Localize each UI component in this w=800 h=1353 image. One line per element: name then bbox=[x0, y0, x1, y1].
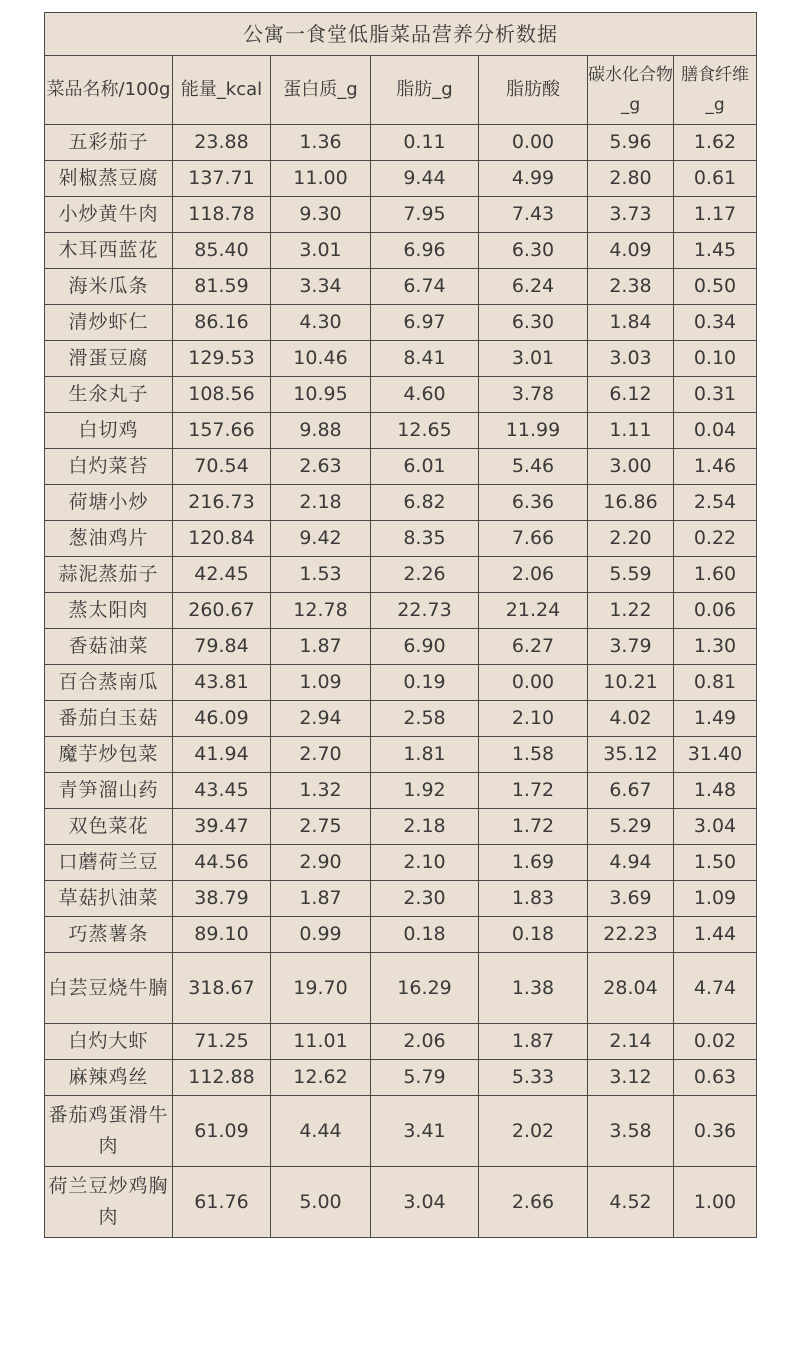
fiber-cell: 1.45 bbox=[674, 233, 757, 269]
energy-cell: 85.40 bbox=[173, 233, 271, 269]
table-row bbox=[45, 377, 757, 413]
energy-cell: 81.59 bbox=[173, 269, 271, 305]
energy-cell: 41.94 bbox=[173, 737, 271, 773]
dish-name-cell: 草菇扒油菜 bbox=[45, 881, 173, 917]
fat-cell: 22.73 bbox=[371, 593, 479, 629]
table-row bbox=[45, 1024, 757, 1060]
fatty-acid-cell: 2.02 bbox=[479, 1096, 588, 1167]
table-row bbox=[45, 521, 757, 557]
fat-cell: 6.97 bbox=[371, 305, 479, 341]
protein-cell: 4.44 bbox=[271, 1096, 371, 1167]
fatty-acid-cell: 5.33 bbox=[479, 1060, 588, 1096]
carbohydrate-cell: 10.21 bbox=[588, 665, 674, 701]
protein-cell: 2.70 bbox=[271, 737, 371, 773]
energy-cell: 39.47 bbox=[173, 809, 271, 845]
table-row bbox=[45, 557, 757, 593]
fatty-acid-cell: 7.66 bbox=[479, 521, 588, 557]
table-row bbox=[45, 809, 757, 845]
column-header-fat: 脂肪_g bbox=[371, 56, 479, 125]
table-row bbox=[45, 917, 757, 953]
dish-name-cell: 小炒黄牛肉 bbox=[45, 197, 173, 233]
fat-cell: 6.01 bbox=[371, 449, 479, 485]
carbohydrate-cell: 16.86 bbox=[588, 485, 674, 521]
dish-name-cell: 白灼菜苔 bbox=[45, 449, 173, 485]
energy-cell: 216.73 bbox=[173, 485, 271, 521]
energy-cell: 61.09 bbox=[173, 1096, 271, 1167]
fatty-acid-cell: 6.30 bbox=[479, 305, 588, 341]
carbohydrate-cell: 1.11 bbox=[588, 413, 674, 449]
nutrition-table bbox=[44, 12, 757, 1238]
carbohydrate-cell: 3.12 bbox=[588, 1060, 674, 1096]
table-row bbox=[45, 413, 757, 449]
table-row bbox=[45, 233, 757, 269]
column-header-fatty-acid: 脂肪酸 bbox=[479, 56, 588, 125]
energy-cell: 118.78 bbox=[173, 197, 271, 233]
table-row bbox=[45, 341, 757, 377]
fiber-cell: 0.04 bbox=[674, 413, 757, 449]
carbohydrate-cell: 4.52 bbox=[588, 1167, 674, 1238]
fatty-acid-cell: 11.99 bbox=[479, 413, 588, 449]
fiber-cell: 3.04 bbox=[674, 809, 757, 845]
table-row bbox=[45, 629, 757, 665]
fat-cell: 6.96 bbox=[371, 233, 479, 269]
dish-name-cell: 口蘑荷兰豆 bbox=[45, 845, 173, 881]
protein-cell: 4.30 bbox=[271, 305, 371, 341]
carbohydrate-cell: 28.04 bbox=[588, 953, 674, 1024]
fiber-cell: 0.10 bbox=[674, 341, 757, 377]
energy-cell: 46.09 bbox=[173, 701, 271, 737]
fat-cell: 4.60 bbox=[371, 377, 479, 413]
protein-cell: 2.94 bbox=[271, 701, 371, 737]
energy-cell: 129.53 bbox=[173, 341, 271, 377]
fiber-cell: 1.46 bbox=[674, 449, 757, 485]
dish-name-cell: 蒜泥蒸茄子 bbox=[45, 557, 173, 593]
carbohydrate-cell: 35.12 bbox=[588, 737, 674, 773]
dish-name-cell: 荷兰豆炒鸡胸肉 bbox=[45, 1167, 173, 1238]
fat-cell: 0.18 bbox=[371, 917, 479, 953]
fat-cell: 7.95 bbox=[371, 197, 479, 233]
protein-cell: 12.62 bbox=[271, 1060, 371, 1096]
carbohydrate-cell: 5.29 bbox=[588, 809, 674, 845]
fatty-acid-cell: 1.69 bbox=[479, 845, 588, 881]
dish-name-cell: 香菇油菜 bbox=[45, 629, 173, 665]
fat-cell: 9.44 bbox=[371, 161, 479, 197]
dish-name-cell: 白灼大虾 bbox=[45, 1024, 173, 1060]
protein-cell: 1.87 bbox=[271, 629, 371, 665]
protein-cell: 5.00 bbox=[271, 1167, 371, 1238]
carbohydrate-cell: 22.23 bbox=[588, 917, 674, 953]
table-row bbox=[45, 845, 757, 881]
energy-cell: 71.25 bbox=[173, 1024, 271, 1060]
column-header-carbohydrate: 碳水化合物_g bbox=[588, 56, 674, 125]
protein-cell: 9.30 bbox=[271, 197, 371, 233]
fatty-acid-cell: 6.30 bbox=[479, 233, 588, 269]
dish-name-cell: 荷塘小炒 bbox=[45, 485, 173, 521]
protein-cell: 12.78 bbox=[271, 593, 371, 629]
fatty-acid-cell: 2.66 bbox=[479, 1167, 588, 1238]
fiber-cell: 1.50 bbox=[674, 845, 757, 881]
energy-cell: 157.66 bbox=[173, 413, 271, 449]
header-row bbox=[45, 56, 757, 125]
protein-cell: 1.09 bbox=[271, 665, 371, 701]
fatty-acid-cell: 1.58 bbox=[479, 737, 588, 773]
carbohydrate-cell: 1.22 bbox=[588, 593, 674, 629]
fat-cell: 2.06 bbox=[371, 1024, 479, 1060]
dish-name-cell: 百合蒸南瓜 bbox=[45, 665, 173, 701]
fatty-acid-cell: 0.18 bbox=[479, 917, 588, 953]
fat-cell: 2.26 bbox=[371, 557, 479, 593]
fiber-cell: 4.74 bbox=[674, 953, 757, 1024]
fatty-acid-cell: 0.00 bbox=[479, 665, 588, 701]
protein-cell: 0.99 bbox=[271, 917, 371, 953]
fatty-acid-cell: 1.72 bbox=[479, 809, 588, 845]
column-header-protein: 蛋白质_g bbox=[271, 56, 371, 125]
table-row bbox=[45, 1096, 757, 1167]
dish-name-cell: 蒸太阳肉 bbox=[45, 593, 173, 629]
protein-cell: 19.70 bbox=[271, 953, 371, 1024]
energy-cell: 43.45 bbox=[173, 773, 271, 809]
dish-name-cell: 五彩茄子 bbox=[45, 125, 173, 161]
fatty-acid-cell: 5.46 bbox=[479, 449, 588, 485]
fiber-cell: 0.34 bbox=[674, 305, 757, 341]
fat-cell: 1.81 bbox=[371, 737, 479, 773]
fiber-cell: 0.50 bbox=[674, 269, 757, 305]
carbohydrate-cell: 3.00 bbox=[588, 449, 674, 485]
protein-cell: 2.18 bbox=[271, 485, 371, 521]
fiber-cell: 1.00 bbox=[674, 1167, 757, 1238]
fiber-cell: 0.02 bbox=[674, 1024, 757, 1060]
table-row bbox=[45, 1060, 757, 1096]
fiber-cell: 1.09 bbox=[674, 881, 757, 917]
protein-cell: 3.34 bbox=[271, 269, 371, 305]
fatty-acid-cell: 4.99 bbox=[479, 161, 588, 197]
carbohydrate-cell: 2.20 bbox=[588, 521, 674, 557]
fat-cell: 8.41 bbox=[371, 341, 479, 377]
protein-cell: 2.63 bbox=[271, 449, 371, 485]
table-row bbox=[45, 161, 757, 197]
fatty-acid-cell: 21.24 bbox=[479, 593, 588, 629]
carbohydrate-cell: 4.02 bbox=[588, 701, 674, 737]
column-header-energy: 能量_kcal bbox=[173, 56, 271, 125]
dish-name-cell: 双色菜花 bbox=[45, 809, 173, 845]
column-header-dish: 菜品名称/100g bbox=[45, 56, 173, 125]
protein-cell: 1.53 bbox=[271, 557, 371, 593]
table-row bbox=[45, 953, 757, 1024]
dish-name-cell: 清炒虾仁 bbox=[45, 305, 173, 341]
carbohydrate-cell: 2.14 bbox=[588, 1024, 674, 1060]
table-row bbox=[45, 737, 757, 773]
dish-name-cell: 海米瓜条 bbox=[45, 269, 173, 305]
fatty-acid-cell: 3.78 bbox=[479, 377, 588, 413]
dish-name-cell: 木耳西蓝花 bbox=[45, 233, 173, 269]
table-row bbox=[45, 593, 757, 629]
protein-cell: 2.90 bbox=[271, 845, 371, 881]
table-row bbox=[45, 449, 757, 485]
carbohydrate-cell: 5.59 bbox=[588, 557, 674, 593]
table-row bbox=[45, 485, 757, 521]
fiber-cell: 0.63 bbox=[674, 1060, 757, 1096]
fat-cell: 16.29 bbox=[371, 953, 479, 1024]
fatty-acid-cell: 7.43 bbox=[479, 197, 588, 233]
fat-cell: 8.35 bbox=[371, 521, 479, 557]
fatty-acid-cell: 6.27 bbox=[479, 629, 588, 665]
carbohydrate-cell: 2.38 bbox=[588, 269, 674, 305]
carbohydrate-cell: 4.09 bbox=[588, 233, 674, 269]
table-row bbox=[45, 665, 757, 701]
energy-cell: 137.71 bbox=[173, 161, 271, 197]
fat-cell: 5.79 bbox=[371, 1060, 479, 1096]
fat-cell: 6.74 bbox=[371, 269, 479, 305]
energy-cell: 38.79 bbox=[173, 881, 271, 917]
protein-cell: 9.88 bbox=[271, 413, 371, 449]
fiber-cell: 0.06 bbox=[674, 593, 757, 629]
carbohydrate-cell: 6.12 bbox=[588, 377, 674, 413]
fat-cell: 6.82 bbox=[371, 485, 479, 521]
fiber-cell: 0.22 bbox=[674, 521, 757, 557]
protein-cell: 11.00 bbox=[271, 161, 371, 197]
fatty-acid-cell: 1.83 bbox=[479, 881, 588, 917]
fiber-cell: 1.44 bbox=[674, 917, 757, 953]
fatty-acid-cell: 1.87 bbox=[479, 1024, 588, 1060]
carbohydrate-cell: 3.58 bbox=[588, 1096, 674, 1167]
dish-name-cell: 白切鸡 bbox=[45, 413, 173, 449]
energy-cell: 120.84 bbox=[173, 521, 271, 557]
fiber-cell: 0.81 bbox=[674, 665, 757, 701]
fat-cell: 2.18 bbox=[371, 809, 479, 845]
energy-cell: 44.56 bbox=[173, 845, 271, 881]
fatty-acid-cell: 6.36 bbox=[479, 485, 588, 521]
fiber-cell: 1.49 bbox=[674, 701, 757, 737]
fat-cell: 2.58 bbox=[371, 701, 479, 737]
fatty-acid-cell: 6.24 bbox=[479, 269, 588, 305]
fatty-acid-cell: 2.10 bbox=[479, 701, 588, 737]
energy-cell: 260.67 bbox=[173, 593, 271, 629]
energy-cell: 23.88 bbox=[173, 125, 271, 161]
fiber-cell: 1.62 bbox=[674, 125, 757, 161]
protein-cell: 10.46 bbox=[271, 341, 371, 377]
fiber-cell: 0.61 bbox=[674, 161, 757, 197]
fiber-cell: 31.40 bbox=[674, 737, 757, 773]
energy-cell: 42.45 bbox=[173, 557, 271, 593]
protein-cell: 1.87 bbox=[271, 881, 371, 917]
carbohydrate-cell: 5.96 bbox=[588, 125, 674, 161]
carbohydrate-cell: 4.94 bbox=[588, 845, 674, 881]
energy-cell: 79.84 bbox=[173, 629, 271, 665]
carbohydrate-cell: 2.80 bbox=[588, 161, 674, 197]
carbohydrate-cell: 3.79 bbox=[588, 629, 674, 665]
fat-cell: 1.92 bbox=[371, 773, 479, 809]
protein-cell: 10.95 bbox=[271, 377, 371, 413]
carbohydrate-cell: 6.67 bbox=[588, 773, 674, 809]
dish-name-cell: 魔芋炒包菜 bbox=[45, 737, 173, 773]
fat-cell: 0.11 bbox=[371, 125, 479, 161]
table-row bbox=[45, 881, 757, 917]
fiber-cell: 2.54 bbox=[674, 485, 757, 521]
dish-name-cell: 白芸豆烧牛腩 bbox=[45, 953, 173, 1024]
dish-name-cell: 葱油鸡片 bbox=[45, 521, 173, 557]
dish-name-cell: 滑蛋豆腐 bbox=[45, 341, 173, 377]
table-row bbox=[45, 305, 757, 341]
fiber-cell: 0.36 bbox=[674, 1096, 757, 1167]
protein-cell: 11.01 bbox=[271, 1024, 371, 1060]
fiber-cell: 1.60 bbox=[674, 557, 757, 593]
energy-cell: 70.54 bbox=[173, 449, 271, 485]
fat-cell: 3.41 bbox=[371, 1096, 479, 1167]
table-row bbox=[45, 125, 757, 161]
fat-cell: 3.04 bbox=[371, 1167, 479, 1238]
nutrition-sheet bbox=[44, 12, 756, 1238]
table-row bbox=[45, 197, 757, 233]
dish-name-cell: 番茄白玉菇 bbox=[45, 701, 173, 737]
fiber-cell: 1.30 bbox=[674, 629, 757, 665]
carbohydrate-cell: 3.69 bbox=[588, 881, 674, 917]
fiber-cell: 0.31 bbox=[674, 377, 757, 413]
protein-cell: 1.32 bbox=[271, 773, 371, 809]
fatty-acid-cell: 2.06 bbox=[479, 557, 588, 593]
energy-cell: 89.10 bbox=[173, 917, 271, 953]
energy-cell: 318.67 bbox=[173, 953, 271, 1024]
fatty-acid-cell: 1.72 bbox=[479, 773, 588, 809]
table-row bbox=[45, 1167, 757, 1238]
table-title: 公寓一食堂低脂菜品营养分析数据 bbox=[45, 13, 757, 56]
dish-name-cell: 青笋溜山药 bbox=[45, 773, 173, 809]
table-row bbox=[45, 773, 757, 809]
energy-cell: 43.81 bbox=[173, 665, 271, 701]
dish-name-cell: 剁椒蒸豆腐 bbox=[45, 161, 173, 197]
carbohydrate-cell: 1.84 bbox=[588, 305, 674, 341]
table-body bbox=[45, 125, 757, 1238]
fatty-acid-cell: 0.00 bbox=[479, 125, 588, 161]
dish-name-cell: 麻辣鸡丝 bbox=[45, 1060, 173, 1096]
table-row bbox=[45, 701, 757, 737]
dish-name-cell: 番茄鸡蛋滑牛肉 bbox=[45, 1096, 173, 1167]
fatty-acid-cell: 1.38 bbox=[479, 953, 588, 1024]
carbohydrate-cell: 3.73 bbox=[588, 197, 674, 233]
protein-cell: 1.36 bbox=[271, 125, 371, 161]
table-row bbox=[45, 269, 757, 305]
fiber-cell: 1.48 bbox=[674, 773, 757, 809]
dish-name-cell: 生氽丸子 bbox=[45, 377, 173, 413]
fiber-cell: 1.17 bbox=[674, 197, 757, 233]
fat-cell: 2.30 bbox=[371, 881, 479, 917]
protein-cell: 2.75 bbox=[271, 809, 371, 845]
energy-cell: 86.16 bbox=[173, 305, 271, 341]
fat-cell: 2.10 bbox=[371, 845, 479, 881]
fat-cell: 6.90 bbox=[371, 629, 479, 665]
energy-cell: 112.88 bbox=[173, 1060, 271, 1096]
energy-cell: 61.76 bbox=[173, 1167, 271, 1238]
carbohydrate-cell: 3.03 bbox=[588, 341, 674, 377]
fat-cell: 0.19 bbox=[371, 665, 479, 701]
fat-cell: 12.65 bbox=[371, 413, 479, 449]
dish-name-cell: 巧蒸薯条 bbox=[45, 917, 173, 953]
fatty-acid-cell: 3.01 bbox=[479, 341, 588, 377]
protein-cell: 9.42 bbox=[271, 521, 371, 557]
protein-cell: 3.01 bbox=[271, 233, 371, 269]
energy-cell: 108.56 bbox=[173, 377, 271, 413]
column-header-fiber: 膳食纤维_g bbox=[674, 56, 757, 125]
